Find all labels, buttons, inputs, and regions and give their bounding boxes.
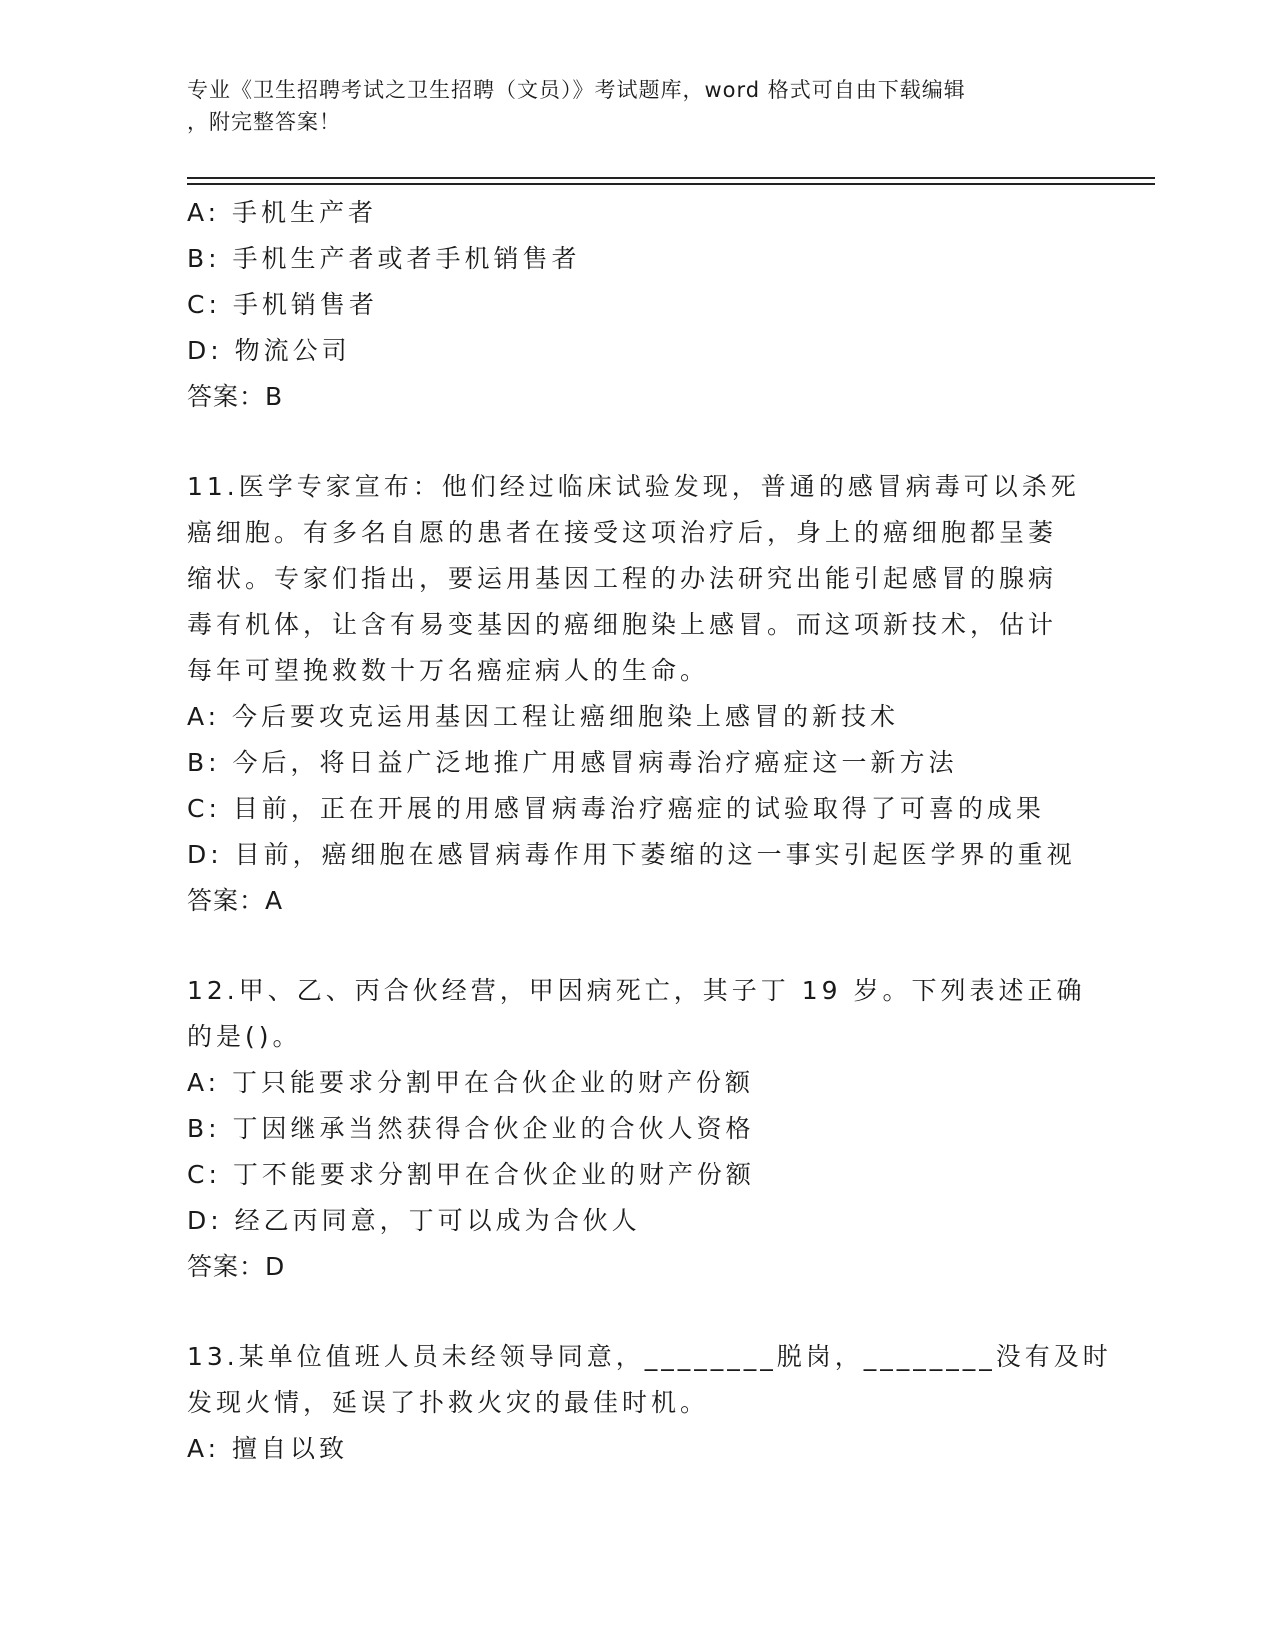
option-b: B: 手机生产者或者手机销售者	[187, 244, 581, 273]
option-a: A: 手机生产者	[187, 198, 378, 227]
question-stem-line: 13.某单位值班人员未经领导同意，________脱岗，________没有及时	[187, 1342, 1112, 1371]
header-rule-bottom	[187, 183, 1155, 185]
option-c: C: 手机销售者	[187, 290, 378, 319]
header-rule-top	[187, 177, 1155, 179]
option-c: C: 丁不能要求分割甲在合伙企业的财产份额	[187, 1160, 755, 1189]
question-stem-line: 每年可望挽救数十万名癌症病人的生命。	[187, 656, 710, 685]
option-a: A: 擅自以致	[187, 1434, 349, 1463]
option-a: A: 今后要攻克运用基因工程让癌细胞染上感冒的新技术	[187, 702, 900, 731]
question-stem-line: 癌细胞。有多名自愿的患者在接受这项治疗后，身上的癌细胞都呈萎	[187, 518, 1058, 547]
header-line-2: ，附完整答案！	[187, 110, 341, 134]
answer-line: 答案：A	[187, 886, 284, 915]
question-stem-line: 11.医学专家宣布：他们经过临床试验发现，普通的感冒病毒可以杀死	[187, 472, 1080, 501]
question-stem-line: 发现火情，延误了扑救火灾的最佳时机。	[187, 1388, 710, 1417]
option-c: C: 目前，正在开展的用感冒病毒治疗癌症的试验取得了可喜的成果	[187, 794, 1045, 823]
option-d: D: 经乙丙同意，丁可以成为合伙人	[187, 1206, 641, 1235]
question-stem-line: 毒有机体，让含有易变基因的癌细胞染上感冒。而这项新技术，估计	[187, 610, 1058, 639]
option-a: A: 丁只能要求分割甲在合伙企业的财产份额	[187, 1068, 755, 1097]
header-line-1: 专业《卫生招聘考试之卫生招聘（文员）》考试题库，word 格式可自由下载编辑	[187, 78, 966, 102]
question-11	[187, 464, 1087, 924]
answer-line: 答案：B	[187, 382, 284, 411]
option-d: D: 目前，癌细胞在感冒病毒作用下萎缩的这一事实引起医学界的重视	[187, 840, 1076, 869]
question-list	[187, 190, 1112, 1472]
question-stem-line: 缩状。专家们指出，要运用基因工程的办法研究出能引起感冒的腺病	[187, 564, 1058, 593]
question-prev	[187, 190, 1087, 420]
option-b: B: 丁因继承当然获得合伙企业的合伙人资格	[187, 1114, 755, 1143]
document-header	[187, 74, 1067, 138]
question-13	[187, 1334, 1112, 1472]
question-stem-line: 12.甲、乙、丙合伙经营，甲因病死亡，其子丁 19 岁。下列表述正确	[187, 976, 1086, 1005]
spacer	[187, 924, 1087, 968]
spacer	[187, 1290, 1087, 1334]
option-d: D: 物流公司	[187, 336, 351, 365]
answer-line: 答案：D	[187, 1252, 286, 1281]
option-b: B: 今后，将日益广泛地推广用感冒病毒治疗癌症这一新方法	[187, 748, 958, 777]
question-12	[187, 968, 1087, 1290]
question-stem-line: 的是()。	[187, 1022, 302, 1051]
spacer	[187, 420, 1087, 464]
